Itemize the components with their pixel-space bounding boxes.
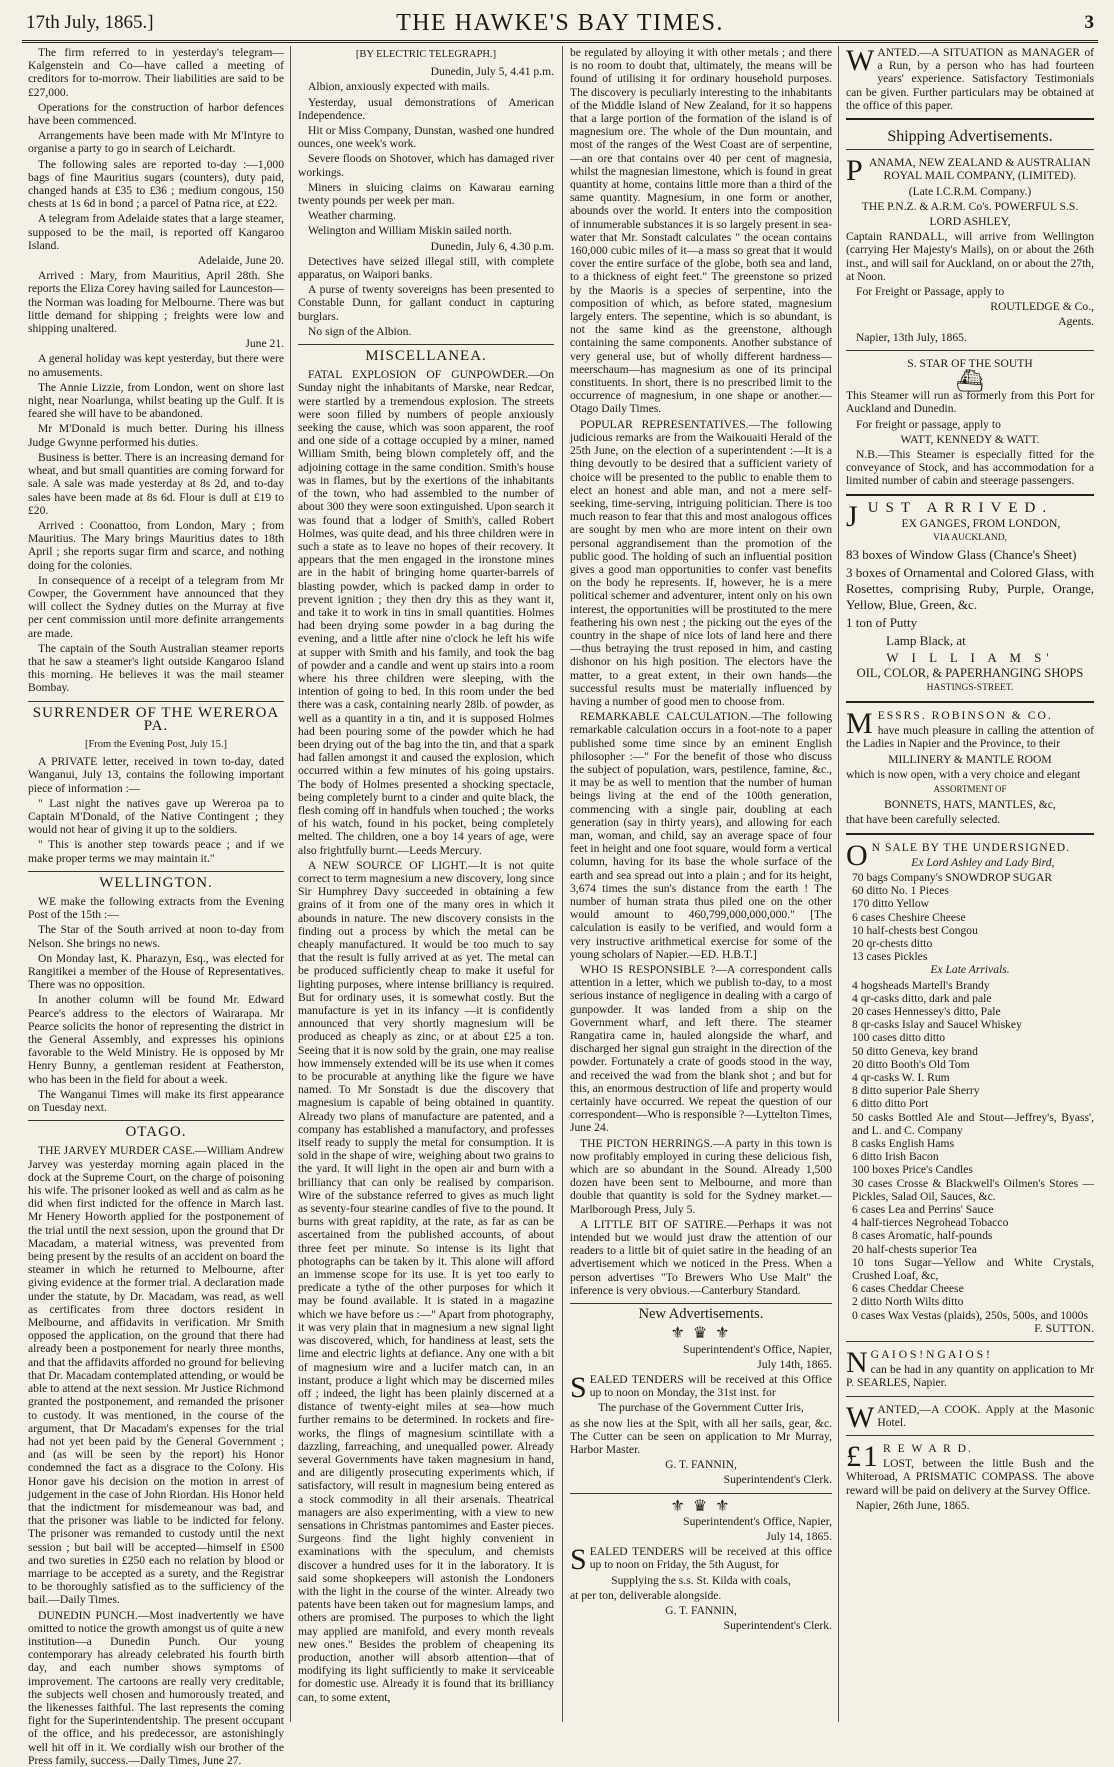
news-paragraph: A PRIVATE letter, received in town to-day, dated Wanganui, July 13, contains the following important piece of information :—: [28, 755, 284, 795]
sale-item: 170 ditto Yellow: [852, 897, 929, 911]
sale-item: 6 cases Lea and Perrins' Sauce: [852, 1203, 994, 1217]
sale-item: 4 half-tierces Negrohead Tobacco: [852, 1216, 1009, 1230]
divider: [846, 118, 1094, 120]
sale-item: 50 ditto Geneva, key brand: [852, 1044, 978, 1058]
sale-item: 100 cases ditto ditto: [852, 1031, 946, 1045]
ad-office: Superintendent's Office, Napier,: [683, 1514, 832, 1528]
telegram-item: A purse of twenty sovereigns has been presented to Constable Dunn, for gallant conduct in capturing burglars.: [298, 283, 554, 323]
source-note: [From the Evening Post, July 15.]: [84, 738, 228, 750]
sale-item: 50 casks Bottled Ale and Stout—Jeffrey's, Byass', and L. and C. Company: [852, 1110, 1094, 1137]
news-paragraph: Arrived : Mary, from Mauritius, April 28th. She reports the Eliza Corey having sailed for Launceston—the Norman was loading for Melbourne. There was but little demand for shipping ; freights were low and shipping unaltered.: [28, 269, 284, 336]
divider: [846, 494, 1094, 496]
telegram-item: Severe floods on Shotover, which has damaged river workings.: [298, 152, 554, 179]
divider: [846, 1396, 1094, 1397]
ad-subject: MILLINERY & MANTLE ROOM: [888, 752, 1052, 766]
drop-cap: W: [846, 44, 875, 77]
news-paragraph: In another column will be found Mr. Edward Pearce's address to the electors of Wairarapa. Mr Pearce solicits the honor of representing the district in the General Assembly, and expresses his opinions favorable to the Weld Ministry. He is opposed by Mr Henry Bunny, a gentleman resident at Featherston, who has been in the field for about a week.: [28, 993, 284, 1086]
drop-cap: O: [846, 838, 869, 872]
telegram-item: Weather charming.: [308, 209, 396, 223]
divider: [846, 701, 1094, 703]
ad-date: Napier, 13th July, 1865.: [856, 330, 967, 344]
robinson-advert: [846, 706, 1094, 827]
reward-body: LOST, between the little Bush and the Whiteroad, A PRISMATIC COMPASS. The above reward will be paid on delivery at the Survey Office.: [846, 1457, 1094, 1497]
masthead: [22, 6, 1098, 43]
sale-item: 60 ditto No. 1 Pieces: [852, 884, 949, 898]
sale-item: 20 half-chests superior Tea: [852, 1242, 977, 1256]
firm-name: W I L L I A M S': [886, 650, 1054, 666]
news-paragraph: On Monday last, K. Pharazyn, Esq., was elected for Rangitikei a member of the House of Representatives. There was no opposition.: [28, 951, 284, 992]
news-paragraph: The captain of the South Australian steamer reports that he saw a steamer's light outside Kangaroo Island this morning. He believes it was the mail steamer Bombay.: [28, 641, 284, 695]
dateline: Adelaide, June 20.: [197, 254, 284, 268]
ad-subtitle: ASSORTMENT OF: [933, 783, 1007, 794]
tender-advert-1: [570, 1327, 832, 1486]
sale-item: 4 hogsheads Martell's Brandy: [852, 978, 990, 992]
ad-body: at per ton, deliverable alongside.: [570, 1588, 722, 1602]
sale-item: 70 bags Company's SNOWDROP SUGAR: [852, 870, 1053, 884]
ad-body: as she now lies at the Spit, with all her sails, gear, &c. The Cutter can be seen on application to Mr Murray, Harbor Master.: [570, 1416, 832, 1456]
news-paragraph: The Wanganui Times will make its first appearance on Tuesday next.: [28, 1087, 284, 1115]
star-of-south-advert: [846, 357, 1094, 488]
ad-body: that have been carefully selected.: [846, 813, 1001, 827]
pound-sign-icon: £1: [846, 1440, 880, 1474]
news-paragraph: A LITTLE BIT OF SATIRE.—Perhaps it was not intended but we would just draw the attention of our readers to a little bit of quiet satire in the heading of an advertisement which we noticed in the Press. When a person advertises "To Brewers Who Use Malt" the inference is very obvious.—Canterbury Standard.: [570, 1217, 832, 1297]
sale-item: 6 cases Cheddar Cheese: [852, 1282, 964, 1296]
ad-item: 1 ton of Putty: [846, 615, 918, 631]
news-paragraph: The Star of the South arrived at noon to-day from Nelson. She brings no news.: [28, 923, 284, 950]
sale-item: 30 cases Crosse & Blackwell's Oilmen's Stores —Pickles, Salad Oil, Sauces, &c.: [852, 1176, 1094, 1203]
ad-title: UST ARRIVED.: [867, 499, 1054, 516]
telegram-item: Detectives have seized illegal still, with complete apparatus, on Waipori banks.: [298, 254, 554, 282]
just-arrived-advert: [846, 499, 1094, 695]
news-paragraph: WHO IS RESPONSIBLE ?—A correspondent calls attention in a letter, which we publish to-day, to a most serious instance of negligence in dealing with a cargo of gunpowder. It was landed from a ship on the Government wharf, and left there. The steamer Rangatira came in, hauled alongside the wharf, and discharged her signal gun straight in the direction of the powder. Fortunately a crate of goods stood in the way, and received the wad from the blank shot ; and but for this, an enormous destruction of life and property would certainly have occurred. We repeat the question of our correspondent—Who is responsible ?—Lyttelton Times, June 24.: [570, 963, 832, 1135]
sale-item: 10 half-chests best Congou: [852, 923, 978, 937]
ship-name: LORD ASHLEY,: [929, 215, 1011, 229]
telegram-item: Yesterday, usual demonstrations of American Independence.: [298, 95, 554, 122]
ad-body: have much pleasure in calling the attention of the Ladies in Napier and the Province, to their: [846, 724, 1094, 751]
section-heading-new-ads: New Advertisements.: [570, 1303, 832, 1321]
news-paragraph: POPULAR REPRESENTATIVES.—The following judicious remarks are from the Waikouaiti Herald of the 25th June, on the election of a superintendent :—It is a thing devoutly to be desired that a sufficient variety of choice will be presented to the public to enable them to elect an honest and able man, and not a mere self-seeking, time-serving, intriguing politician. There is too much reason to fear that this and most analogous offices are sought by men who are more intent on their own personal aggrandisement than the promotion of the public good. The holding of such an influential position gives a good man opportunities to confer vast benefits on the body he represents. If, however, he is a mere political schemer and adventurer, intent only on his own interest, the opportunities will be prostituted to the mere feathering his own nest ; the picking out the eyes of the country in the shape of nice lots of land here and there—thus betraying the trust reposed in him, and casting dishonor on his high position. The electors have the matter, to a great extent, in their own hands—the successful results must be materially influenced by having a number of good men to choose from.: [570, 417, 832, 708]
section-heading-wellington: WELLINGTON.: [28, 871, 284, 890]
divider: [846, 1341, 1094, 1342]
quote-paragraph: " Last night the natives gave up Wereroa pa to Captain M'Donald, of the Native Contingent ; they would not hear of giving it up to the soldiers.: [28, 796, 284, 837]
column-rule: [838, 46, 839, 1722]
divider: [846, 350, 1094, 351]
divider: [846, 149, 1094, 150]
column-2: [298, 46, 554, 1722]
sale-item: 0 cases Wax Vestas (plaids), 250s, 500s, and 1000s: [852, 1308, 1088, 1322]
news-paragraph: REMARKABLE CALCULATION.—The following remarkable calculation occurs in a foot-note to a paper published some time since by an eminent English philosopher :—" For the benefit of those who discuss the subject of population, wars, pestilence, famine, &c., it may be as well to mention that the number of human beings living at the end of the 100th generation, commencing with a single pair, doubling at each generation (say in thirty years), and allowing for each man, woman, and child, say an average space of four feet in height and one foot square, would form a vertical column, having for its base the whole surface of the earth and sea spread out into a plain ; and for its height, 3,674 times the sun's distance from the earth ! The number of human strata thus piled one on the other would amount to 460,799,000,000,000." [The calculation is easily to be verified, and would form a very instructive arithmetical exercise for some of the young scholars of Napier.—ED. H.B.T.]: [570, 710, 832, 961]
column-1: [28, 46, 284, 1767]
ad-body: For Freight or Passage, apply to: [856, 285, 1005, 299]
drop-cap: P: [846, 154, 863, 188]
drop-cap: J: [846, 499, 865, 533]
wanted-advert: WANTED.—A SITUATION as MANAGER of a Run, by a person who has had fourteen years' experience. Satisfactory Testimonials can be given. Further particulars may be obtained at the office of this paper.: [846, 44, 1094, 112]
sale-item: 8 qr-casks Islay and Saucel Whiskey: [852, 1018, 1022, 1032]
news-paragraph: The following sales are reported to-day :—1,000 bags of fine Mauritius sugars (counters), duty paid, changed hands at £35 to £36 ; medium congous, 150 chests at 1s 6d in bond ; a parcel of Patna rice, at £22.: [28, 157, 284, 211]
telegram-item: Miners in sluicing claims on Kawarau earning twenty pounds per week per man.: [298, 180, 554, 208]
ad-item: 3 boxes of Ornamental and Colored Glass, with Rosettes, comprising Ruby, Purple, Orange, Yellow, Blue, Green, &c.: [846, 565, 1094, 613]
divider: [846, 833, 1094, 835]
sale-item: 6 ditto Irish Bacon: [852, 1150, 939, 1164]
ngaios-title: G A I O S ! N G A I O S !: [870, 1348, 990, 1362]
sale-item: 13 cases Pickles: [852, 950, 928, 964]
news-paragraph: THE PICTON HERRINGS.—A party in this town is now profitably employed in curing these delicious fish, which are so abundant in the Sound. Already 1,500 dozen have been sent to Melbourne, and more than double that quantity is sold for the Sydney market.—Marlborough Press, July 5.: [570, 1136, 832, 1216]
ad-subtitle: Ex Lord Ashley and Lady Bird,: [911, 855, 1055, 869]
ad-signature-role: Superintendent's Clerk.: [723, 1619, 832, 1633]
sale-item-list: [846, 871, 1094, 963]
news-paragraph: be regulated by alloying it with other metals ; and there is no room to doubt that, ultimately, the means will be found of utilising it for ordinary household purposes. The discovery is peculiarly interesting to the inhabitants of the Middle Island of New Zealand, for it so happens that a large portion of the formation of the island is of magnesium ore. The whole of the Dun mountain, and most of the ranges of the West Coast are of serpentine,—an ore that contains over 40 per cent of magnesia, whilst the magnesian limestone, which is found in great quantity at home, contains little more than a third of the same quantity. Magnesium, in one form or another, abounds over the world. It enters into the composition of innumerable substances it is so largely present in sea-water that Mr. Sonstadt calculates " the ocean contains 160,000 cubic miles of it—a mass so great that it would cover the entire surface of the globe, both sea and land, to a thickness of eight feet." The greenstone so prized by the Maoris is a species of serpentine, into the composition of which, as before stated, magnesium largely enters. The sepentine, which is so abundant, is not the same kind as the greenstone, although containing the same components. Another substance of very general use, but of wholly different hardness—meerschaum—has magnesium as one of its principal constituents. In short, there is no prescribed limit to the occurrence of magnesium, in one shape or another.—Otago Daily Times.: [570, 46, 832, 416]
ad-title: N SALE BY THE UNDERSIGNED.: [871, 840, 1070, 854]
ad-item: Lamp Black, at: [886, 633, 966, 649]
ad-title: ESSRS. ROBINSON & CO.: [877, 708, 1053, 722]
ad-subject: BONNETS, HATS, MANTLES, &c,: [884, 798, 1056, 812]
sale-item-list: [846, 979, 1094, 1322]
news-paragraph: The firm referred to in yesterday's telegram—Kalgenstein and Co—have called a meeting of creditors for to-morrow. Their liabilities are said to be £27,000.: [28, 46, 284, 99]
sale-item: 2 ditto North Wilts ditto: [852, 1295, 964, 1309]
ad-body: Captain RANDALL, will arrive from Wellington (carrying Her Majesty's Mails), on or about the 26th inst., and will sail for Auckland, on or about the 27th, at Noon.: [846, 230, 1094, 283]
telegram-item: No sign of the Albion.: [308, 324, 412, 338]
company-note: (Late I.C.R.M. Company.): [908, 184, 1032, 198]
firm-shops: OIL, COLOR, & PAPERHANGING SHOPS: [856, 665, 1084, 680]
news-paragraph: DUNEDIN PUNCH.—Most inadvertently we have omitted to notice the growth amongst us of quite a new institution—a Dunedin Punch. Our young contemporary has already celebrated his fourth birth day, and each number shows symptoms of improvement. The cartoons are really very creditable, the subjects well chosen and humorously treated, and the likenesses faithful. The last represents the coming fight for the Superintendentship. The present occupant of the office, and his predecessor, are astonishingly well hit off in it. We cordially wish our brother of the Press family, success.—Daily Times, June 27.: [28, 1608, 284, 1767]
ad-subtitle: VIA AUCKLAND,: [933, 533, 1007, 544]
ad-note: N.B.—This Steamer is especially fitted for the conveyance of Stock, and has accommodation for a limited number of cabin and steerage passengers.: [846, 448, 1094, 488]
news-paragraph: Arrangements have been made with Mr M'Intyre to organise a party to go in search of Leichardt.: [28, 129, 284, 156]
ad-signature: F. SUTTON.: [1034, 1321, 1094, 1335]
sale-item: 20 ditto Booth's Old Tom: [852, 1057, 970, 1071]
ad-subtitle: Ex Late Arrivals.: [930, 963, 1010, 977]
news-paragraph: In consequence of a receipt of a telegram from Mr Cowper, the Government have announced that they will collect the Sydney duties on the Murray at five per cent commission until more definite arrangements are made.: [28, 573, 284, 640]
news-paragraph: A telegram from Adelaide states that a large steamer, supposed to be the mail, is reported off Kangaroo Island.: [28, 212, 284, 252]
column-rule: [562, 46, 563, 1722]
steamship-icon: ⛴: [956, 368, 984, 394]
sale-item: 4 qr-casks ditto, dark and pale: [852, 991, 992, 1005]
sale-item: 8 casks English Hams: [852, 1137, 955, 1150]
dateline: Dunedin, July 6, 4.30 p.m.: [430, 239, 554, 253]
ad-body: EALED TENDERS will be received at this office up to noon on Friday, the 5th August, for: [589, 1545, 832, 1572]
news-paragraph: Mr M'Donald is much better. During his illness Judge Gwynne performed his duties.: [28, 422, 284, 449]
wanted-cook-advert: ANTED,—A COOK. Apply at the Masonic Hotel.: [877, 1402, 1094, 1429]
ad-signature-role: Superintendent's Clerk.: [723, 1473, 832, 1487]
divider: [570, 1493, 832, 1494]
sale-item: 20 qr-chests ditto: [852, 936, 933, 950]
reward-title: R E W A R D.: [883, 1442, 973, 1456]
ad-date: July 14th, 1865.: [757, 1357, 832, 1371]
ad-body: For freight or passage, apply to: [856, 417, 1001, 431]
section-heading-miscellanea: MISCELLANEA.: [298, 344, 554, 363]
column-3: [570, 46, 832, 1722]
quote-paragraph: " This is another step towards peace ; and if we make proper terms we may maintain it.": [28, 838, 284, 865]
steamer-line: THE P.N.Z. & A.R.M. Co's. POWERFUL S.S.: [861, 199, 1079, 213]
sale-item: 4 qr-casks W. I. Rum: [852, 1070, 950, 1084]
sutton-sale-advert: [846, 838, 1094, 1336]
newspaper-title: THE HAWKE'S BAY TIMES.: [396, 10, 724, 36]
ad-title: S. STAR OF THE SOUTH: [907, 356, 1033, 370]
section-heading-wereroa: SURRENDER OF THE WEREROA PA.: [28, 701, 284, 733]
drop-cap: M: [846, 706, 875, 740]
news-paragraph: A general holiday was kept yesterday, but there were no amusements.: [28, 352, 284, 379]
ad-office: Superintendent's Office, Napier,: [683, 1342, 832, 1356]
sale-item: 100 boxes Price's Candles: [852, 1163, 973, 1177]
section-heading-shipping: Shipping Advertisements.: [887, 128, 1053, 146]
telegram-item: Albion, anxiously expected with mails.: [308, 80, 490, 94]
dateline: June 21.: [245, 337, 284, 351]
sale-item: 8 cases Aromatic, half-pounds: [852, 1229, 993, 1243]
news-paragraph: Business is better. There is an increasing demand for wheat, and but small quantities are coming forward for sale. A sale was made yesterday at 8s 2d, and to-day sales have been made at 8s 6d. Flour is dull at £19 to £20.: [28, 450, 284, 517]
divider: [846, 1435, 1094, 1436]
news-paragraph: WE make the following extracts from the Evening Post of the 15th :—: [28, 894, 284, 922]
ad-signature: G. T. FANNIN,: [665, 1458, 737, 1472]
ad-item: 83 boxes of Window Glass (Chance's Sheet): [846, 547, 1077, 563]
sale-item: 8 ditto superior Pale Sherry: [852, 1084, 980, 1098]
column-rule: [290, 46, 291, 1722]
tender-advert-2: [570, 1497, 832, 1633]
company-name: ANAMA, NEW ZEALAND & AUSTRALIAN ROYAL MAIL COMPANY, (LIMITED).: [869, 156, 1091, 183]
ngaios-body: can be had in any quantity on application to Mr P. SEARLES, Napier.: [846, 1363, 1094, 1390]
sale-item: 20 cases Hennessey's ditto, Pale: [852, 1004, 1001, 1018]
ad-signature: G. T. FANNIN,: [665, 1603, 737, 1617]
drop-cap: S: [570, 1370, 587, 1404]
ad-date: July 14, 1865.: [766, 1529, 832, 1543]
ad-body: which is now open, with a very choice and elegant: [846, 767, 1081, 781]
coat-of-arms-icon: ⚜ ♛ ⚜: [670, 1497, 732, 1515]
news-paragraph: The Annie Lizzie, from London, went on shore last night, near Noarlunga, whilst beating up the Gulf. It is feared she will have to be abandoned.: [28, 380, 284, 421]
sale-item: 6 ditto ditto Port: [852, 1097, 929, 1111]
drop-cap: N: [846, 1346, 868, 1380]
drop-cap: W: [846, 1400, 875, 1434]
ad-subtitle: EX GANGES, FROM LONDON,: [901, 516, 1061, 530]
page-number: 3: [1084, 12, 1094, 33]
section-heading-otago: OTAGO.: [28, 1120, 284, 1139]
drop-cap: S: [570, 1543, 587, 1577]
firm-address: HASTINGS-STREET.: [926, 682, 1014, 693]
telegram-item: Welington and William Miskin sailed north.: [308, 224, 512, 238]
sale-item: 10 tons Sugar—Yellow and White Crystals, Crushed Loaf, &c,: [852, 1255, 1094, 1283]
news-paragraph: THE JARVEY MURDER CASE.—William Andrew Jarvey was yesterday morning again placed in the dock at the Supreme Court, on the charge of poisoning his wife. The prisoner looked as well and as calm as he did when first indicted for the offence in March last. Mr Henery Howorth applied for the postponement of the trial until the next session, upon the ground that Dr Macadam, a material witness, was prevented from being present by the results of an accident on board the steamer in which he returned to Melbourne, after giving evidence at the former trial. A declaration made under the statute, by Dr. Macadam, was read, as well as certificates from three doctors resident in Melbourne, and affidavits in verification. Mr Smith opposed the application, on the ground that there had already been a postponement for nearly three months, and that the affidavits afforded no ground for believing that Dr. Macadam contemplated attending, or would be able to attend at the next session. Mr Justice Richmond granted the postponement, and remanded the prisoner to custody. It was mentioned, in the course of the argument, that Dr Macadam's expenses for the trial had not yet been paid by the General Government ; and (as will be seen by the report) his Honor condemned the fact as a disgrace to the Colony. His Honor gave his decision on the motion in arrest of judgement in the case of John Riordan. His Honor held that the indictment for misdemeanour was bad, and that the prisoner was liable to be indicted for felony. The prisoner was remanded to custody until the next session ; but bail will be accepted—himself in £500 and two sureties in £250 each no relation by blood or marriage to be accepted as a surety, and the Registrar to be thoroughly satisfied as to the sufficiency of the bail.—Daily Times.: [28, 1144, 284, 1607]
column-4: [846, 46, 1094, 1722]
telegram-item: Hit or Miss Company, Dunstan, washed one hundred ounces, one week's work.: [298, 124, 554, 151]
ad-body: This Steamer will run as formerly from this Port for Auckland and Dunedin.: [846, 389, 1094, 416]
news-paragraph: Operations for the construction of harbor defences have been commenced.: [28, 100, 284, 128]
ad-body: EALED TENDERS will be received at this Office up to noon on Monday, the 31st inst. for: [589, 1372, 832, 1400]
ad-subject: The purchase of the Government Cutter Iris,: [598, 1401, 804, 1415]
panama-advert: [846, 156, 1094, 344]
news-paragraph: A NEW SOURCE OF LIGHT.—It is not quite correct to term magnesium a new discovery, long since Sir Humphrey Davy succeeded in obtaining a few grains of it from one of the many ores in which it abounds in nature. The new discovery consists in the finding out a process by which the metal can be cheaply manufactured. It would be too much to say that the result is fully arrived at as yet. The metal can be produced sufficiently cheap to make it useful for lighting purposes, where intense brilliancy is required. But for ordinary uses, it is somewhat costly. But the manufacture is yet in its infancy —it is confidently announced that very shortly magnesium will be produced as cheaply as zinc, or at about £25 a ton. Seeing that it is now sold by the grain, one may realise how immensely extended will be its use when it comes to be procurable at anything like the figure we have named. To Mr Sonstadt is due the discovery that magnesium is capable of being obtained in quantity. Already two plans of manufacture are patented, and a company has established a manufactory, and professes itself ready to supply the metal for consumption. It is sold in the shape of wire, weighing about two grains to the yard. It will light in the open air and burn with a brilliancy that can only be realised by comparison. Wire of the substance referred to gives as much light as seventy-four stearine candles of five to the pound. It burns with great rapidity, at the rate, as far as can be ascertained from the published accounts, of about three feet per minute. So intense is its light that photographs can be taken by it. This alone will afford an immense scope for its use. It is yet too early to predicate a tythe of the other purposes for which it may be found available. It is stated in a magazine which we have before us :—" Apart from photography, it was very plain that in magnesium a new signal light was discovered, which, for handiness at least, sets the lime and electric lights at defiance. Any one with a bit of magnesium wire and a lucifer match can, in an instant, produce a light which may be discerned miles off ; indeed, the light has been plainly discerned at a distance of twenty-eight miles at sea—how much further remains to be determined. In rockets and fire-works, the flings of magnesium scintillate with a dazzling, farreaching, and unequalled power. Already several Governments have taken magnesium in hand, and are diligently prosecuting experiments which, if satisfactory, will result in magnesium being entered as a stock commodity in all their arsenals. Theatrical managers are also experimenting, with a view to new sensations in Christmas pantomimes and Easter pieces. Surgeons find the light highly convenient in examinations with the speculum, and chemists discover a hundred uses for it in the laboratory. It is said some shopkeepers will astonish the Londoners with the light in the course of the winter. Already two patents have been taken out for magnesium lamps, and others are promised. The purposes to which the light may applied are manifold, and every month reveals new ones." Besides the problem of cheapening its production, another will absorb attention—that of modifying its light sufficiently to make it serviceable for domestic use. Already it is found that its brilliancy can, to some extent,: [298, 858, 554, 1704]
source-note: [BY ELECTRIC TELEGRAPH.]: [355, 49, 497, 60]
sale-item: 6 cases Cheshire Cheese: [852, 910, 966, 924]
agent-name: ROUTLEDGE & Co.,: [990, 300, 1094, 314]
ad-subject: Supplying the s.s. St. Kilda with coals,: [611, 1573, 791, 1587]
dateline: Dunedin, July 5, 4.41 p.m.: [430, 65, 554, 79]
agent-role: Agents.: [1058, 315, 1094, 329]
coat-of-arms-icon: ⚜ ♛ ⚜: [670, 1325, 732, 1343]
issue-date: 17th July, 1865.]: [26, 12, 154, 33]
reward-date: Napier, 26th June, 1865.: [856, 1498, 970, 1512]
agent-name: WATT, KENNEDY & WATT.: [900, 432, 1040, 446]
news-paragraph: FATAL EXPLOSION OF GUNPOWDER.—On Sunday night the inhabitants of Marske, near Redcar, were startled by a tremendous explosion. The streets were soon filled by numbers of people anxiously seeking the cause, which was soon apparent, the roof and one side of a cottage occupied by a miner, named William Smith, being blown completely off, and the adjoining cottage in the same condition. Smith's house was in flames, but by the exertions of the inhabitants of the town, who had assembled to the number of about 300 they were soon extinguished. Upon search it was found that a lodger of Smith's, called Robert Holmes, was quite dead, and his three children were in such a state as to leave no hopes of their recovery. It appears that the men engaged in the ironstone mines are in the habit of bringing home quarter-barrels of blasting powder, which is packed damp in order to prevent ignition ; they then dry this as they want it, and take it to work in tins in small quantities. Holmes had been drying some powder in a bag during the evening, and a little after nine o'clock he left his wife at supper with Smith and his family, and took the bag of powder and a candle and went up stairs into a room where his three children were sleeping, with the intention of going to bed. In this room under the bed there was a cask, containing nearly 28lb. of powder, as well as a quantity in a tin, and it is supposed Holmes had been pouring some of the powder which he had been drying out of the bag into the tin, and that a spark had fallen amongst it and caused the explosion, which occurred within a few minutes of his going upstairs. The body of Holmes presented a shocking spectacle, being completely burnt to a cinder and quite black, the flesh coming off in handfuls when touched ; the works of his watch, found in his pocket, being completely melted. The children, one a boy 14 years of age, were also frightfully burnt.—Leeds Mercury.: [298, 368, 554, 857]
news-paragraph: Arrived : Coonattoo, from London, Mary ; from Mauritius. The Mary brings Mauritius dates to 18th April ; she reports sugar firm and scarce, and nothing doing for the colonies.: [28, 518, 284, 572]
